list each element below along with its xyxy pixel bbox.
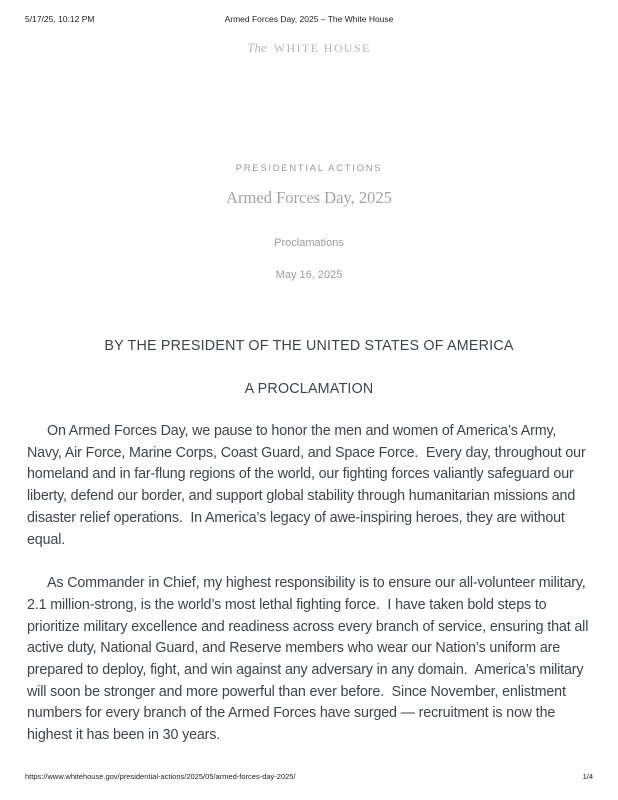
print-timestamp: 5/17/25, 10:12 PM: [25, 14, 95, 24]
page-number: 1/4: [582, 772, 593, 781]
print-document-title: Armed Forces Day, 2025 – The White House: [224, 14, 394, 24]
article-paragraph: As Commander in Chief, my highest responsibility is to ensure our all-volunteer military, 2.1 million-strong, is the world’s most lethal fighting force. I have taken bold steps to prioritize military excellence and readiness across every branch of service, ensuring that all active duty, National Guard, and Reserve members who wear our Nation’s uniform are prepared to deploy, fight, and win against any adversary in any domain. America’s military will soon be stronger and more powerful than ever before. Since November, enlistment numbers for every branch of the Armed Forces have surged — recruitment is now the highest it has been in 30 years.: [27, 575, 593, 744]
proclamation-heading-president: BY THE PRESIDENT OF THE UNITED STATES OF AMERICA: [104, 338, 514, 354]
section-label: PRESIDENTIAL ACTIONS: [235, 163, 383, 174]
article-category: Proclamations: [274, 237, 344, 249]
whitehouse-logo: [0, 39, 618, 57]
print-header: [25, 14, 593, 26]
logo-the: The: [247, 40, 267, 55]
logo-wordmark: WHITE HOUSE: [273, 41, 371, 55]
article-paragraph: On Armed Forces Day, we pause to honor the men and women of America’s Army, Navy, Air Force, Marine Corps, Coast Guard, and Space Force. Every day, throughout our homeland and in far-flung regions of the world, our fighting forces valiantly safeguard our liberty, defend our border, and support global stability through humanitarian missions and disaster relief operations. In America’s legacy of awe-inspiring heroes, they are without equal.: [27, 423, 590, 548]
proclamation-heading-proclamation: A PROCLAMATION: [244, 381, 374, 397]
print-footer: [25, 772, 593, 783]
article-body: [27, 421, 592, 747]
source-url: https://www.whitehouse.gov/presidential-actions/2025/05/armed-forces-day-2025/: [25, 772, 296, 781]
article-date: May 16, 2025: [275, 269, 343, 281]
page-title: Armed Forces Day, 2025: [226, 188, 392, 207]
